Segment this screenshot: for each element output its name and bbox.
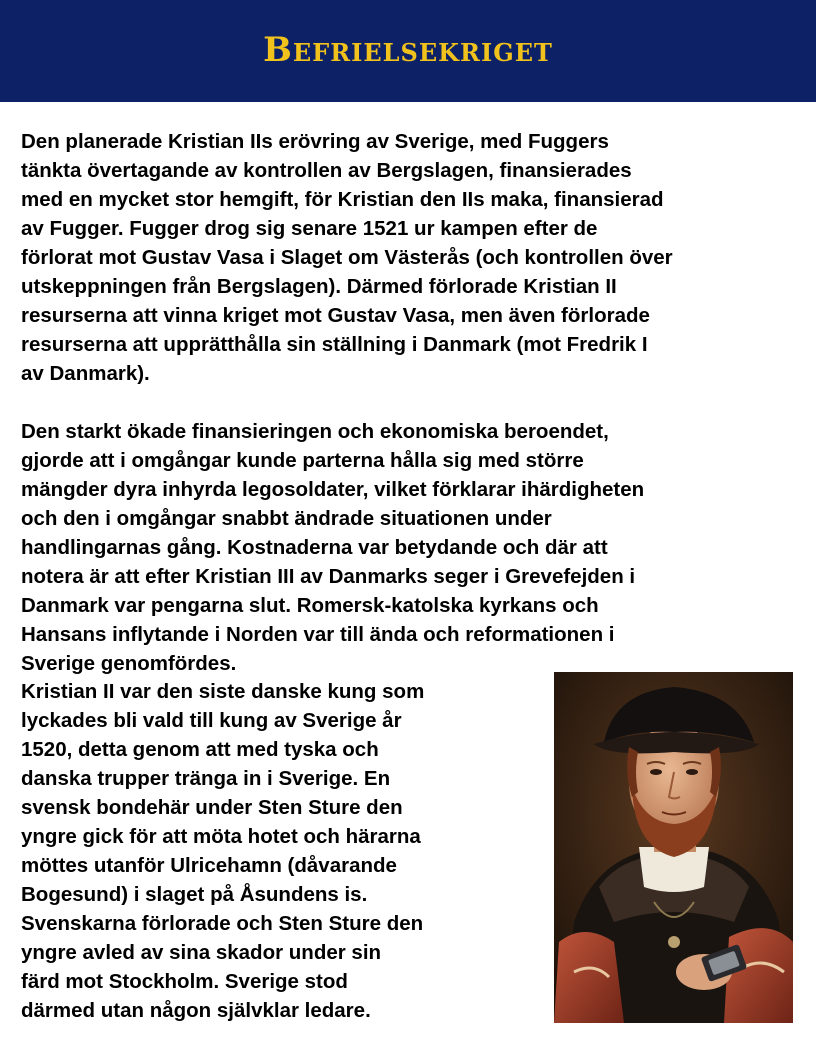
text-line: resurserna att upprätthålla sin ställning i Danmark (mot Fredrik I [21, 333, 648, 356]
paragraph-economy [21, 417, 644, 678]
text-line: av Danmark). [21, 362, 150, 385]
text-line: Svenskarna förlorade och Sten Sture den [21, 912, 424, 935]
text-line: förlorat mot Gustav Vasa i Slaget om Västerås (och kontrollen över [21, 246, 673, 269]
text-line: Danmark var pengarna slut. Romersk-katolska kyrkans och [21, 594, 599, 617]
header-banner [0, 0, 816, 102]
text-line: möttes utanför Ulricehamn (dåvarande [21, 854, 397, 877]
text-line: Den starkt ökade finansieringen och ekonomiska beroendet, [21, 420, 609, 443]
text-line: Den planerade Kristian IIs erövring av Sverige, med Fuggers [21, 130, 609, 153]
text-line: yngre gick för att möta hotet och härarna [21, 825, 421, 848]
text-line: Bogesund) i slaget på Åsundens is. [21, 883, 368, 906]
text-line: yngre avled av sina skador under sin [21, 941, 382, 964]
text-line: därmed utan någon självklar ledare. [21, 999, 371, 1022]
text-line: mängder dyra inhyrda legosoldater, vilket förklarar ihärdigheten [21, 478, 645, 501]
text-line: tänkta övertagande av kontrollen av Bergslagen, finansierades [21, 159, 632, 182]
portrait-kristian-ii [554, 672, 793, 1023]
text-line: och den i omgångar snabbt ändrade situationen under [21, 507, 552, 530]
paragraph-kristian-ii [21, 677, 424, 1025]
text-line: med en mycket stor hemgift, för Kristian den IIs maka, finansierad [21, 188, 664, 211]
text-line: resurserna att vinna kriget mot Gustav Vasa, men även förlorade [21, 304, 650, 327]
paragraph-financing [21, 127, 673, 388]
text-line: av Fugger. Fugger drog sig senare 1521 ur kampen efter de [21, 217, 598, 240]
text-line: danska trupper tränga in i Sverige. En [21, 767, 391, 790]
page-title: Befrielsekriget [263, 30, 553, 70]
text-line: utskeppningen från Bergslagen). Därmed förlorade Kristian II [21, 275, 617, 298]
text-line: gjorde att i omgångar kunde parterna hålla sig med större [21, 449, 584, 472]
text-line: färd mot Stockholm. Sverige stod [21, 970, 348, 993]
text-line: notera är att efter Kristian III av Danmarks seger i Grevefejden i [21, 565, 636, 588]
text-line: Sverige genomfördes. [21, 652, 237, 675]
text-line: svensk bondehär under Sten Sture den [21, 796, 403, 819]
text-line: Kristian II var den siste danske kung som [21, 680, 425, 703]
text-line: 1520, detta genom att med tyska och [21, 738, 379, 761]
text-line: lyckades bli vald till kung av Sverige år [21, 709, 402, 732]
text-line: Hansans inflytande i Norden var till ända och reformationen i [21, 623, 615, 646]
text-line: handlingarnas gång. Kostnaderna var betydande och där att [21, 536, 608, 559]
